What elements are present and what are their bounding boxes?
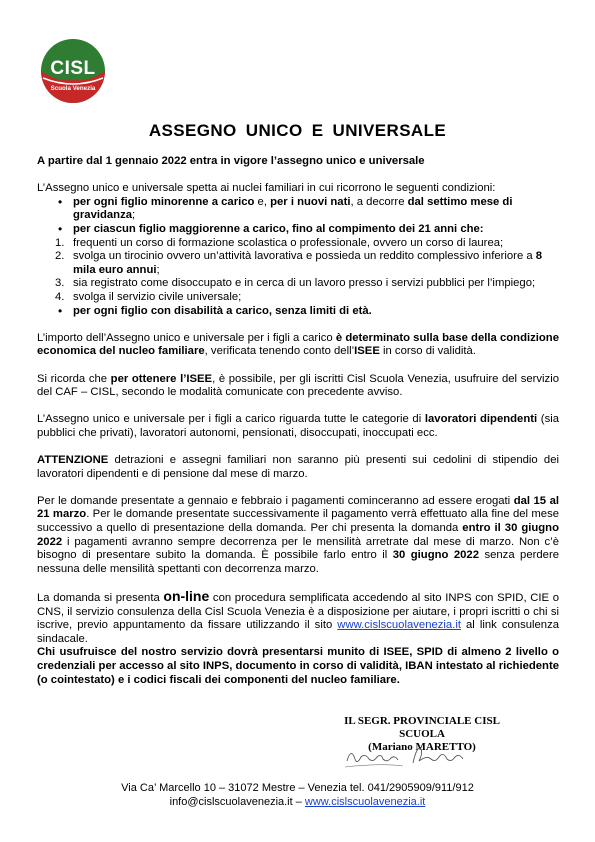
website-link[interactable]: www.cislscuolavenezia.it — [337, 619, 461, 632]
conditions-lead: L’Assegno unico e universale spetta ai nuclei familiari in cui ricorrono le seguenti condizioni: — [37, 182, 496, 195]
list-item: 4. svolga il servizio civile universale; — [55, 290, 242, 303]
footer-address: Via Ca’ Marcello 10 – 31072 Mestre – Venezia tel. 041/2905909/911/912 — [121, 782, 474, 794]
signatory-role: IL SEGR. PROVINCIALE CISL SCUOLA — [344, 715, 500, 740]
footer-email: info@cislscuolavenezia.it — [169, 795, 293, 808]
paragraph-categorie: L’Assegno unico e universale per i figli a carico riguarda tutte le categorie di lavoratori dipendenti (sia pubblici che privati), lavoratori autonomi, pensionati, disoccupati, inoccupati ecc. — [37, 413, 560, 439]
paragraph-attenzione: ATTENZIONE detrazioni e assegni familiari non saranno più presenti sui cedolini di stipendio dei lavoratori dipendenti e di pensione dal mese di marzo. — [37, 454, 559, 480]
paragraph-domande: Per le domande presentate a gennaio e febbraio i pagamenti cominceranno ad essere erogati dal 15 al 21 marzo. Per le domande presentate successivamente il pagamento verrà effettuato alla fine del mese successivo a quello di presentazione della domanda. Per chi presenta la domanda entro il 30 giugno 2022 i pagamenti avranno sempre decorrenza per le mensilità arretrate dal mese di marzo. Non c’è bisogno di presentare subito la domanda. È possibile farlo entro il 30 giugno 2022 senza perdere nessuna delle mensilità spettanti con decorrenza marzo. — [37, 494, 559, 575]
list-item: • per ogni figlio con disabilità a carico, senza limiti di età. — [37, 305, 559, 319]
svg-text:Scuola Venezia: Scuola Venezia — [50, 85, 96, 92]
conditions-list-end — [37, 305, 559, 319]
list-item: 2. svolga un tirocinio ovvero un’attività lavorativa e possieda un reddito complessivo inferiore a 8 mila euro annui; — [55, 250, 543, 276]
paragraph-online: La domanda si presenta on-line con procedura semplificata accedendo al sito INPS con SPID, CIE o CNS, il servizio consulenza della Cisl Scuola Venezia è a disposizione per aiutare, i propri iscritti o chi si iscrive, previo appuntamento da fissare utilizzando il sito www.cislscuolavenezia.it al link consulenza sindacale. — [37, 588, 560, 645]
list-item: • per ogni figlio minorenne a carico e, per i nuovi nati, a decorre dal settimo mese di gravidanza; — [37, 196, 559, 223]
footer — [0, 782, 595, 809]
paragraph-importo: L’importo dell’Assegno unico e universale per i figli a carico è determinato sulla base della condizione economica del nucleo familiare, verificata tenendo conto dell’ISEE in corso di validità. — [37, 331, 559, 358]
handwritten-signature — [343, 741, 473, 771]
cisl-logo — [40, 38, 106, 104]
footer-contacts: info@cislscuolavenezia.it – www.cislscuolavenezia.it — [169, 795, 426, 808]
intro-line: A partire dal 1 gennaio 2022 entra in vigore l’assegno unico e universale — [37, 155, 425, 167]
list-item: 1. frequenti un corso di formazione scolastica o professionale, ovvero un corso di laurea; — [55, 236, 504, 249]
signatory-name: (Mariano MARETTO) — [368, 741, 476, 753]
list-item: 3. sia registrato come disoccupato e in cerca di un lavoro presso i servizi pubblici per l’impiego; — [55, 277, 536, 290]
footer-website-link[interactable]: www.cislscuolavenezia.it — [304, 795, 426, 808]
numbered-list — [37, 237, 559, 305]
page-title: ASSEGNO UNICO E UNIVERSALE — [148, 121, 447, 140]
svg-text:CISL: CISL — [50, 58, 96, 79]
list-item: • per ciascun figlio maggiorenne a carico, fino al compimento dei 21 anni che: — [37, 223, 559, 237]
paragraph-isee: Si ricorda che per ottenere l’ISEE, è possibile, per gli iscritti Cisl Scuola Venezia, usufruire del servizio del CAF – CISL, secondo le modalità comunicate con precedente avviso. — [37, 372, 559, 399]
conditions-list — [37, 196, 559, 237]
document-body — [37, 155, 559, 687]
paragraph-requisiti: Chi usufruisce del nostro servizio dovrà presentarsi munito di ISEE, SPID di almeno 2 livello o credenziali per accesso al sito INPS, documento in corso di validità, IBAN intestato al richiedente (o cointestato) e i codici fiscali dei componenti del nucleo familiare. — [37, 646, 559, 686]
